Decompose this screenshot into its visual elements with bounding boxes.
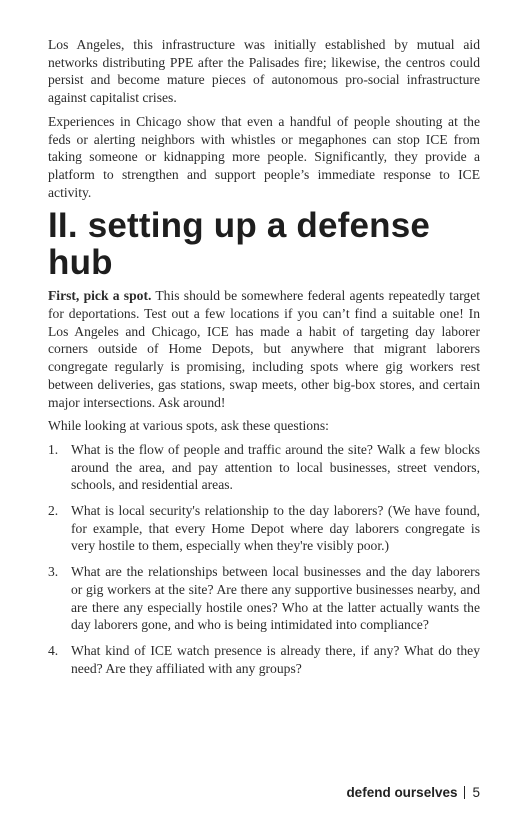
question-text: What is the flow of people and traffic around the site? Walk a few blocks around the area, and pay attention to local businesses, street vendors, schools, and residential areas. [71, 441, 480, 493]
page-number: 5 [472, 785, 480, 800]
questions-list [48, 441, 480, 677]
question-item [48, 502, 480, 555]
question-text: What are the relationships between local businesses and the day laborers or gig workers at the site? Are there any supportive businesses nearby, and are there any especially hostile ones? Who at the latter actually wants the day laborers gone, and who is being intimidated into compliance? [71, 564, 480, 633]
question-item [48, 441, 480, 494]
question-item [48, 563, 480, 634]
page-body [48, 36, 480, 685]
pick-spot-lead: First, pick a spot. [48, 288, 152, 304]
question-number: 4. [48, 642, 59, 658]
question-text: What kind of ICE watch presence is already there, if any? What do they need? Are they affiliated with any groups? [71, 642, 480, 676]
pick-spot-text: This should be somewhere federal agents repeatedly target for deportations. Test out a few locations if you can’t find a suitable one! In Los Angeles and Chicago, ICE has made a habit of targeting day laborer corners outside of Home Depots, but anywhere that migrant laborers congregate regularly is promising, including spots where gig workers rest between deliveries, gas stations, swap meets, other big-box stores, and certain major intersections. Ask around! [48, 288, 481, 410]
paragraph-chicago: Experiences in Chicago show that even a handful of people shouting at the feds or alerting neighbors with whistles or megaphones can stop ICE from taking someone or kidnapping more people. Significantly, they provide a platform to strengthen and support people’s immediate response to ICE activity. [48, 113, 480, 200]
questions-intro: While looking at various spots, ask these questions: [48, 418, 329, 434]
footer-divider [464, 786, 465, 799]
question-number: 2. [48, 503, 59, 519]
paragraph-pick-spot [48, 287, 480, 411]
question-item [48, 642, 480, 677]
question-number: 3. [48, 564, 59, 580]
question-text: What is local security's relationship to the day laborers? (We have found, for example, that every Home Depot where day laborers congregate is very hostile to them, especially when they're visibly poor.) [71, 503, 480, 554]
page-footer [346, 785, 480, 800]
section-heading: II. setting up a defense hub [48, 206, 431, 283]
paragraph-centros: Los Angeles, this infrastructure was initially established by mutual aid networks distributing PPE after the Palisades fire; likewise, the centros could persist and become mature pieces of autonomous pro-social infrastructure against capitalist crises. [48, 37, 480, 106]
question-number: 1. [48, 441, 59, 457]
footer-title: defend ourselves [346, 785, 458, 800]
